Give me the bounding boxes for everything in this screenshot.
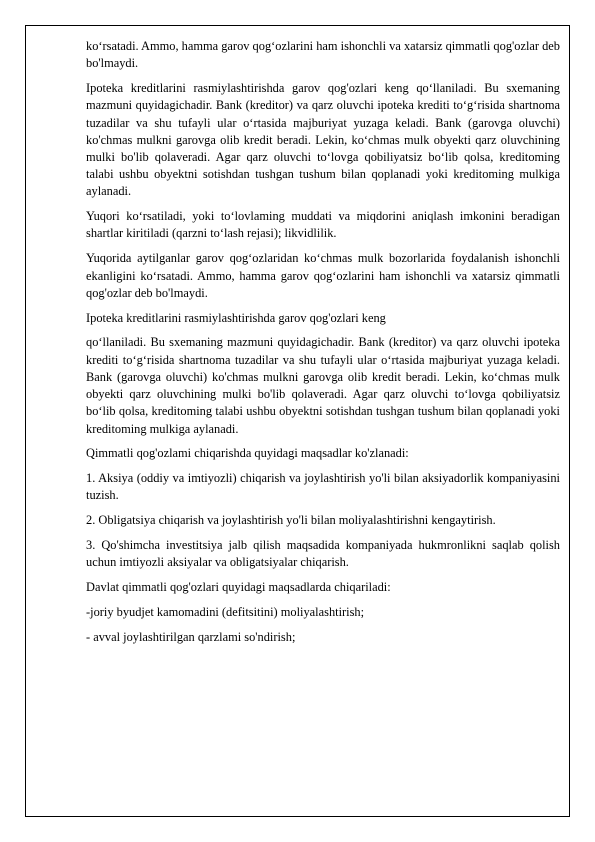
paragraph-4: Yuqorida aytilganlar garov qog‘ozlaridan ko‘chmas mulk bozorlarida foydalanish ishonchli ekanligini ko‘rsatadi. Ammo, hamma garov qog‘ozlarini ham ishonchli va xatarsiz qimmatli qog'ozlar deb bo'lmaydi. xyxy=(86,251,560,300)
paragraph-1: ko‘rsatadi. Ammo, hamma garov qog‘ozlarini ham ishonchli va xatarsiz qimmatli qog'ozlar deb bo'lmaydi. xyxy=(86,39,560,71)
list-item-1: 1. Aksiya (oddiy va imtiyozli) chiqarish va joylashtirish yo'li bilan aksiyadorlik kompaniyasini tuzish. xyxy=(86,471,560,503)
paragraph-2: Ipoteka kreditlarini rasmiylashtirishda garov qog'ozlari keng qo‘llaniladi. Bu sxemaning mazmuni quyidagichadir. Bank (kreditor) va qarz oluvchi ipoteka krediti to‘g‘risida shartnoma tuzadilar va shu tufayli ular o‘rtasida majburiyat yuzaga keladi. Bank (garovga oluvchi) ko'chmas mulkni garovga olib kredit beradi. Lekin, ko‘chmas mulk obyekti qarz oluvchining mulki bo'lib qolaveradi. Agar qarz oluvchi to‘lovga qobiliyatsiz bo‘lib qolsa, kreditoming talabi ushbu obyektni sotishdan tushgan tushum bilan qoplanadi yoki kreditoming mulkiga aylanadi. xyxy=(86,81,560,199)
paragraph-8: Davlat qimmatli qog'ozlari quyidagi maqsadlarda chiqariladi: xyxy=(86,580,391,595)
list-item-2: 2. Obligatsiya chiqarish va joylashtirish yo'li bilan moliyalashtirishni kengaytirish. xyxy=(86,513,496,528)
paragraph-5: Ipoteka kreditlarini rasmiylashtirishda garov qog'ozlari keng xyxy=(86,310,386,325)
paragraph-7: Qimmatli qog'ozlami chiqarishda quyidagi maqsadlar ko'zlanadi: xyxy=(86,446,409,461)
bullet-item-1: -joriy byudjet kamomadini (defitsitini) moliyalashtirish; xyxy=(86,605,365,620)
bullet-item-2: - avval joylashtirilgan qarzlami so'ndirish; xyxy=(86,630,296,645)
list-item-3: 3. Qo'shimcha investitsiya jalb qilish maqsadida kompaniyada hukmronlikni saqlab qolish uchun imtiyozli aksiyalar va obligatsiyalar chiqarish. xyxy=(86,538,560,570)
document-body xyxy=(86,38,560,654)
paragraph-3: Yuqori ko‘rsatiladi, yoki to‘lovlaming muddati va miqdorini aniqlash imkonini beradigan shartlar kiritiladi (qarzni to‘lash rejasi); likvidlilik. xyxy=(86,209,560,241)
paragraph-6: qo‘llaniladi. Bu sxemaning mazmuni quyidagichadir. Bank (kreditor) va qarz oluvchi ipoteka krediti to‘g‘risida shartnoma tuzadilar va shu tufayli ular o‘rtasida majburiyat yuzaga keladi. Bank (garovga oluvchi) ko'chmas mulkni garovga olib kredit beradi. Lekin, ko‘chmas mulk obyekti qarz oluvchining mulki bo'lib qolaveradi. Agar qarz oluvchi to‘lovga qobiliyatsiz bo‘lib qolsa, kreditoming talabi ushbu obyektni sotishdan tushgan tushum bilan qoplanadi yoki kreditoming mulkiga aylanadi. xyxy=(86,335,560,436)
